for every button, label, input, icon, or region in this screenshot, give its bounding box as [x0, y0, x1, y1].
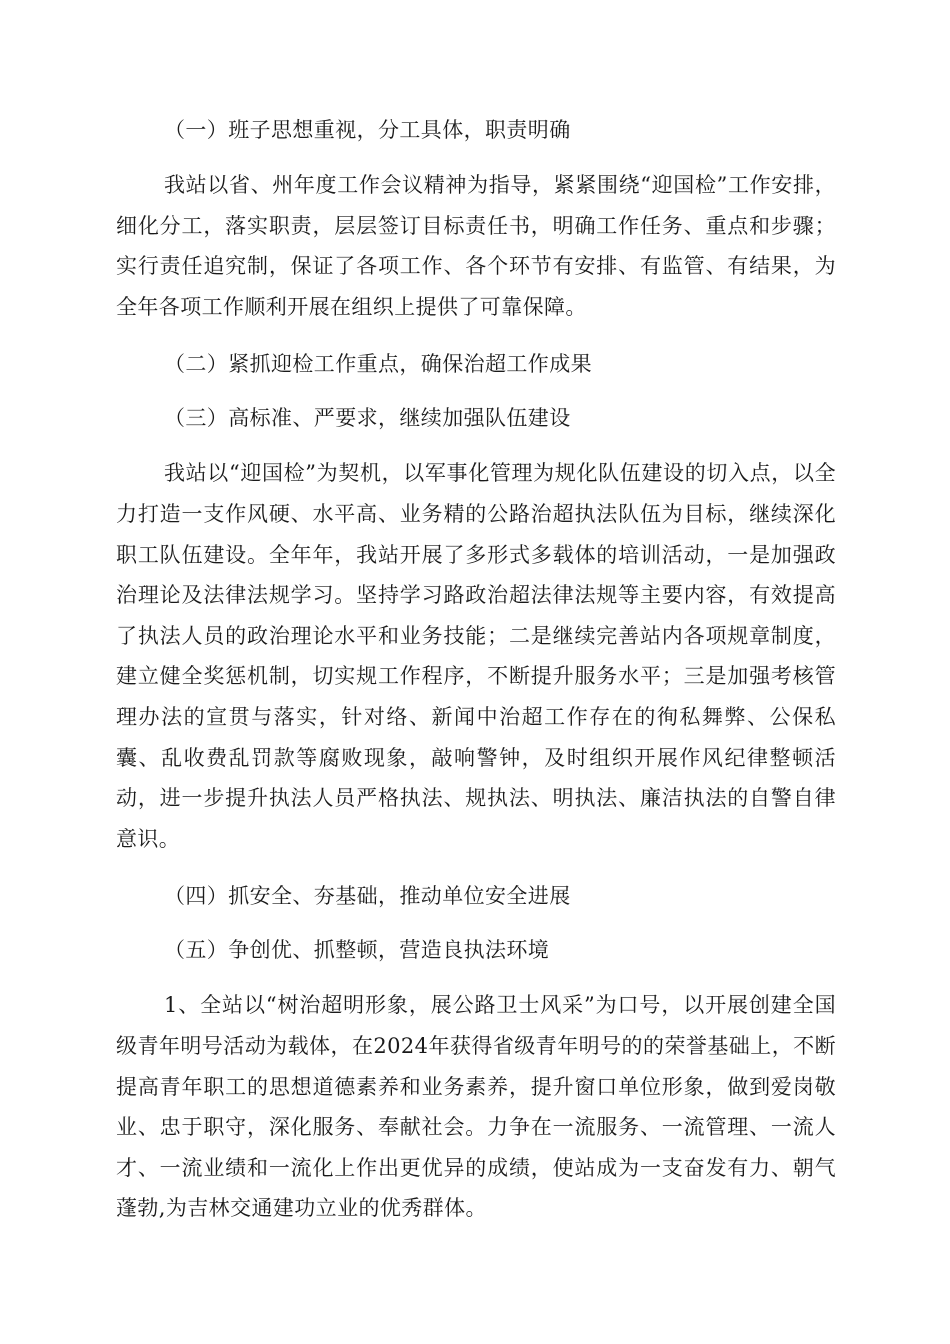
section-heading-4: （四）抓安全、夯基础，推动单位安全进展	[164, 884, 571, 909]
section-heading-1: （一）班子思想重视，分工具体，职责明确	[164, 118, 571, 142]
section-heading-3: （三）高标准、严要求，继续加强队伍建设	[164, 406, 571, 431]
document-page	[116, 111, 836, 1229]
section-paragraph-3: 我站以“迎国检”为契机，以军事化管理为规化队伍建设的切入点，以全力打造一支作风硬、水平高、业务精的公路治超执法队伍为目标，继续深化职工队伍建设。全年年，我站开展了多形式多载体的培训活动，一是加强政治理论及法律法规学习。坚持学习路政治超法律法规等主要内容，有效提高了执法人员的政治理论水平和业务技能；二是继续完善站内各项规章制度，建立健全奖惩机制，切实规工作程序，不断提升服务水平；三是加强考核管理办法的宣贯与落实，针对络、新闻中治超工作存在的徇私舞弊、公保私囊、乱收费乱罚款等腐败现象，敲响警钟，及时组织开展作风纪律整顿活动，进一步提升执法人员严格执法、规执法、明执法、廉洁执法的自警自律意识。	[116, 461, 836, 851]
section-paragraph-5: 1、全站以“树治超明形象，展公路卫士风采”为口号，以开展创建全国级青年明号活动为载体，在2024年获得省级青年明号的的荣誉基础上，不断提高青年职工的思想道德素养和业务素养，提升窗口单位形象，做到爱岗敬业、忠于职守，深化服务、奉献社会。力争在一流服务、一流管理、一流人才、一流业绩和一流化上作出更优异的成绩，使站成为一支奋发有力、朝气蓬勃,为吉林交通建功立业的优秀群体。	[116, 993, 836, 1221]
section-heading-5: （五）争创优、抓整顿，营造良执法环境	[164, 938, 550, 963]
section-paragraph-1: 我站以省、州年度工作会议精神为指导，紧紧围绕“迎国检”工作安排，细化分工，落实职责，层层签订目标责任书，明确工作任务、重点和步骤；实行责任追究制，保证了各项工作、各个环节有安排、有监管、有结果，为全年各项工作顺利开展在组织上提供了可靠保障。	[116, 173, 836, 319]
section-heading-2: （二）紧抓迎检工作重点，确保治超工作成果	[164, 352, 592, 377]
